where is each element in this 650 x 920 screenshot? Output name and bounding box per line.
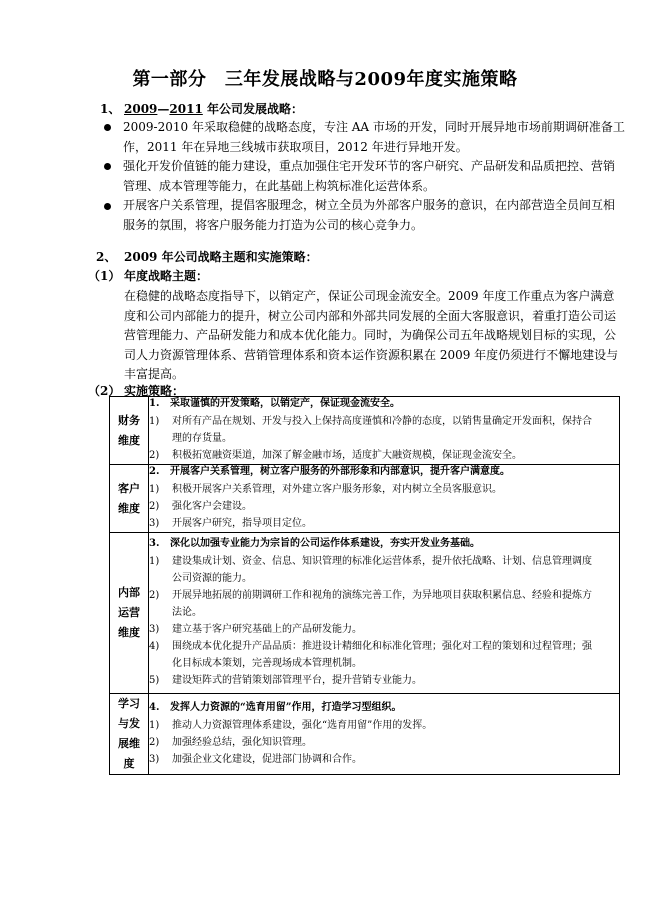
bullet-icon: [104, 203, 111, 210]
section-1-heading: [124, 101, 303, 117]
section-1-year-end: 2011: [169, 102, 203, 116]
section-2-number: 2、: [96, 250, 117, 264]
bullet-icon: [104, 163, 111, 170]
category-cell: 财务 维度: [110, 397, 149, 465]
list-item: 5) 建设矩阵式的营销策划部管理平台，提升营销专业能力。: [149, 675, 422, 686]
category-cell: 内部 运营 维度: [110, 533, 149, 694]
list-item: 1) 对所有产品在规划、开发与投入上保持高度谨慎和冷静的态度，以销售量确定开发面积，保持合 理的存货量。: [149, 416, 592, 444]
paragraph-line: 丰富提高。: [124, 367, 185, 381]
bullet-line: 作，2011 年在异地三线城市获取项目，2012 年进行异地开发。: [123, 139, 468, 154]
category-cell: 客户 维度: [110, 465, 149, 533]
bullet-line: 强化开发价值链的能力建设，重点加强住宅开发环节的客户研究、产品研发和品质把控、营销: [123, 159, 616, 173]
strategy-heading: 3. 深化以加强专业能力为宗旨的公司运作体系建设，夯实开发业务基础。: [149, 538, 480, 549]
list-item: 2) 开展异地拓展的前期调研工作和视角的演练完善工作，为异地项目获取积累信息、经验和提炼方 法论。: [149, 590, 592, 618]
list-item: 1) 推动人力资源管理体系建设，强化“选育用留”作用的发挥。: [149, 719, 433, 731]
subsection-1-number: （1）: [88, 269, 121, 283]
list-item: 1) 积极开展客户关系管理，对外建立客户服务形象，对内树立全员客服意识。: [149, 484, 502, 495]
list-item: 2) 积极拓宽融资渠道，加深了解金融市场，适度扩大融资规模，保证现金流安全。: [149, 450, 522, 461]
strategy-heading: 4. 发挥人力资源的“选育用留”作用，打造学习型组织。: [149, 701, 402, 713]
paragraph-line: 度和公司内部能力的提升，树立公司内部和外部共同发展的全面大客服意识，着重打造公司运: [124, 308, 617, 323]
bullet-line: 开展客户关系管理，提倡客服理念，树立全员为外部客户服务的意识，在内部营造全员间互相: [123, 198, 616, 212]
bullet-line: 服务的氛围，将客户服务能力打造为公司的核心竞争力。: [123, 217, 424, 232]
list-item: 1) 建设集成计划、资金、信息、知识管理的标准化运营体系，提升依托战略、计划、信息管理调度 公司资源的能力。: [149, 556, 592, 584]
bullet-icon: [104, 124, 111, 131]
strategy-content-cell: [149, 533, 620, 694]
annual-theme-paragraph: [124, 287, 624, 385]
table-row: [110, 533, 620, 694]
strategy-content-cell: [149, 397, 620, 465]
strategy-bullet-1: [123, 118, 633, 157]
table-row: [110, 465, 620, 533]
list-item: 4) 围绕成本优化提升产品品质：推进设计精细化和标准化管理；强化对工程的策划和过程管理；强 化目标成本策划，完善现场成本管理机制。: [149, 641, 592, 669]
table-row: [110, 694, 620, 775]
subsection-1-heading: 年度战略主题：: [124, 269, 209, 283]
strategy-heading: 2. 开展客户关系管理，树立客户服务的外部形象和内部意识，提升客户满意度。: [149, 466, 510, 477]
strategy-content-cell: [149, 465, 620, 533]
paragraph-line: 司人力资源管理体系、营销管理体系和资本运作资源积累在 2009 年度仍须进行不懈地建设与: [124, 347, 619, 362]
strategy-bullet-3: [123, 196, 633, 235]
paragraph-line: 营管理能力、产品研发能力和成本优化能力。同时，为确保公司五年战略规划目标的实现，公: [124, 328, 617, 342]
section-2-heading: 2009 年公司战略主题和实施策略：: [124, 250, 318, 264]
list-item: 2) 加强经验总结，强化知识管理。: [149, 736, 312, 748]
list-item: 3) 加强企业文化建设，促进部门协调和合作。: [149, 753, 362, 765]
section-1-heading-rest: 年公司发展战略：: [202, 102, 303, 116]
list-item: 2) 强化客户会建设。: [149, 501, 252, 512]
strategy-table: [109, 396, 620, 775]
section-1-dash: —: [157, 102, 170, 116]
strategy-bullet-2: [123, 157, 633, 196]
subsection-2-heading: 实施策略：: [124, 384, 185, 398]
list-item: 3) 开展客户研究，指导项目定位。: [149, 518, 312, 529]
paragraph-line: 在稳健的战略态度指导下，以销定产，保证公司现金流安全。2009 年度工作重点为客户满意: [124, 289, 615, 303]
table-row: [110, 397, 620, 465]
section-1-number: 1、: [100, 102, 121, 116]
bullet-line: 2009-2010 年采取稳健的战略态度，专注 AA 市场的开发，同时开展异地市场前期调研准备工: [123, 120, 625, 134]
list-item: 3) 建立基于客户研究基础上的产品研发能力。: [149, 624, 362, 635]
strategy-content-cell: [149, 694, 620, 775]
section-1-year-start: 2009: [124, 102, 158, 116]
category-cell: 学习 与发 展维 度: [110, 694, 149, 775]
subsection-2-number: （2）: [88, 384, 121, 398]
strategy-heading: 1. 采取谨慎的开发策略，以销定产，保证现金流安全。: [149, 398, 400, 409]
bullet-line: 管理、成本管理等能力，在此基础上构筑标准化运营体系。: [123, 178, 436, 193]
page-title: 第一部分 三年发展战略与2009年度实施策略: [132, 69, 518, 90]
